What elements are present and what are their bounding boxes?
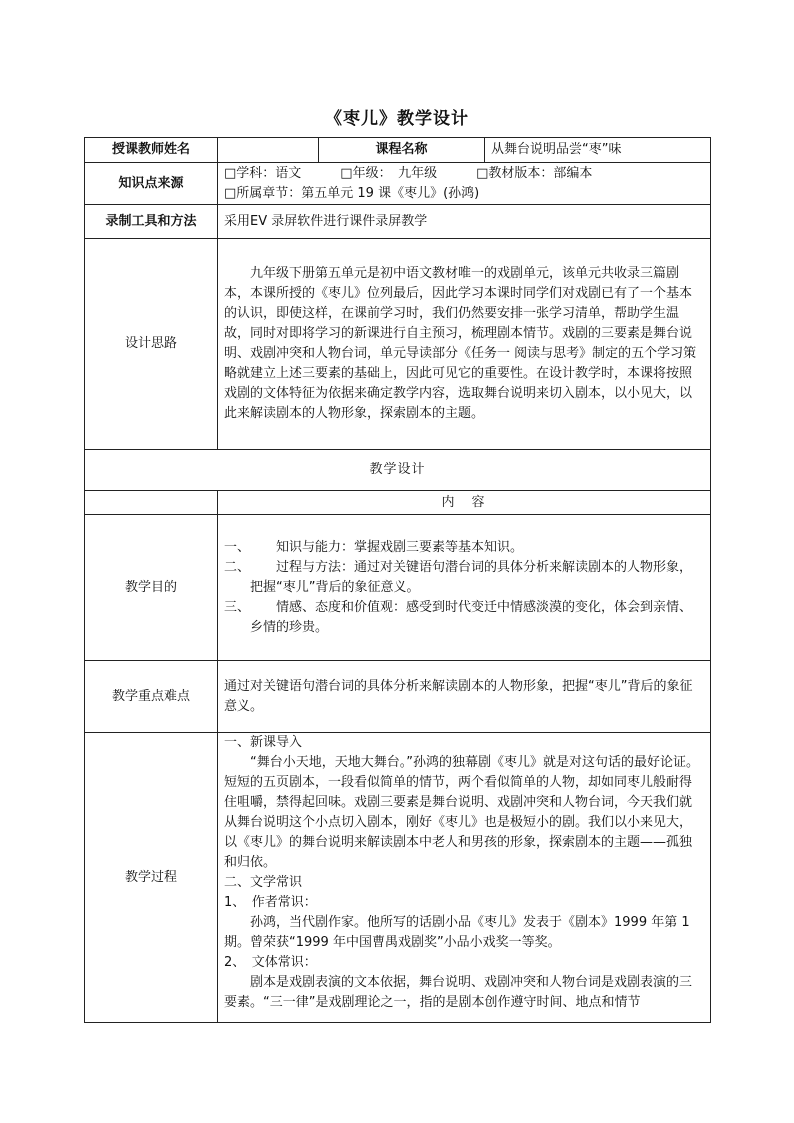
process-paragraph-2: 孙鸿，当代剧作家。他所写的话剧小品《枣儿》发表于《剧本》1999 年第 1 期。曾荣获“1999 年中国曹禺戏剧奖”小品小戏奖一等奖。 [224,915,690,950]
process-cell [218,733,711,1023]
process-paragraph-1: “舞台小天地，天地大舞台。”孙鸿的独幕剧《枣儿》就是对这句话的最好论证。短短的五页剧本，一段看似简单的情节，两个看似简单的人物，却如同枣儿般耐得住咀嚼，禁得起回味。戏剧三要素是舞台说明、戏剧冲突和人物台词，今天我们就从舞台说明这个小点切入剧本，刚好《枣儿》也是极短小的剧。我们以小来见大，以《枣儿》的舞台说明来解读剧本中老人和男孩的形象，探索剧本的主题——孤独和归依。 [224,755,699,870]
goal-number: 二、 [224,559,251,575]
goal-item [224,538,704,558]
goal-text: 知识与能力：掌握戏剧三要素等基本知识。 [276,539,524,555]
goal-text: 过程与方法：通过对关键语句潜台词的具体分析来解读剧本的人物形象，把握“枣儿”背后的象征意义。 [250,559,693,595]
source-value [218,163,711,205]
goals-label: 教学目的 [85,515,218,661]
content-header: 内 容 [218,491,711,515]
process-subheading-2: 2、 文体常识： [224,955,317,970]
course-label: 课程名称 [319,138,485,163]
goal-item [224,598,704,638]
process-subheading-1: 1、 作者常识： [224,895,317,910]
document-title: 《枣儿》教学设计 [325,109,469,129]
process-paragraph-3: 剧本是戏剧表演的文本依据，舞台说明、戏剧冲突和人物台词是戏剧表演的三要素。“三一律”是戏剧理论之一，指的是剧本创作遵守时间、地点和情节 [224,975,693,1010]
design-idea-label: 设计思路 [85,239,218,450]
goal-number: 三、 [224,599,251,615]
section-title: 教学设计 [85,450,711,491]
design-idea-text: 九年级下册第五单元是初中语文教材唯一的戏剧单元，该单元共收录三篇剧本，本课所授的《枣儿》位列最后，因此学习本课时同学们对戏剧已有了一个基本的认识，即使这样，在课前学习时，我们仍然要安排一张学习清单，帮助学生温故，同时对即将学习的新课进行自主预习，梳理剧本情节。戏剧的三要素是舞台说明、戏剧冲突和人物台词，单元导读部分《任务一 阅读与思考》制定的五个学习策略就建立上述三要素的基础上，因此可见它的重要性。在设计教学时，本课将按照戏剧的文体特征为依据来确定教学内容，选取舞台说明来切入剧本，以小见大，以此来解读剧本的人物形象，探索剧本的主题。 [224,266,697,421]
process-label: 教学过程 [85,733,218,1023]
content-header-blank [85,491,218,515]
tools-value: 采用EV 录屏软件进行课件录屏教学 [218,205,711,239]
lesson-plan-table [84,137,711,1023]
teacher-label: 授课教师姓名 [85,138,218,163]
source-label: 知识点来源 [85,163,218,205]
course-value: 从舞台说明品尝“枣”味 [485,138,711,163]
tools-label: 录制工具和方法 [85,205,218,239]
goals-cell [218,515,711,661]
goal-number: 一、 [224,539,251,555]
source-line-1: □学科：语文 □年级： 九年级 □教材版本：部编本 [224,165,593,181]
source-line-2: □所属章节：第五单元 19 课《枣儿》(孙鸿) [224,185,480,201]
key-points-value: 通过对关键语句潜台词的具体分析来解读剧本的人物形象，把握“枣儿”背后的象征意义。 [218,661,711,733]
key-points-label: 教学重点难点 [85,661,218,733]
goal-text: 情感、态度和价值观：感受到时代变迁中情感淡漠的变化，体会到亲情、乡情的珍贵。 [250,599,693,635]
process-heading-1: 一、新课导入 [224,735,303,750]
design-idea-cell [218,239,711,450]
goal-item [224,558,704,598]
teacher-value [218,138,319,163]
process-heading-2: 二、文学常识 [224,875,303,890]
